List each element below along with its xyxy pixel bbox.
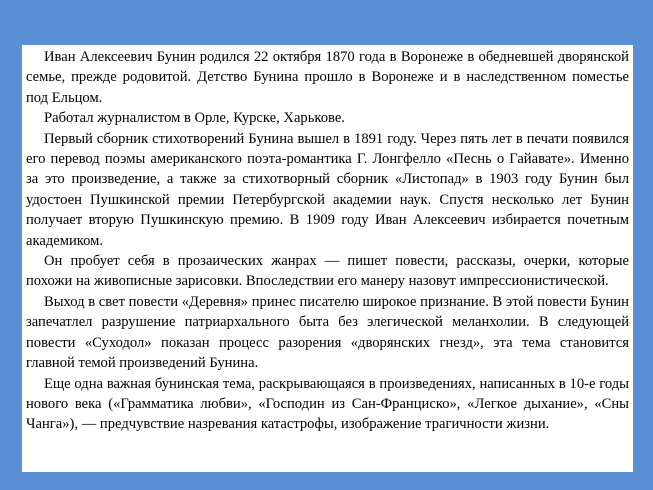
paragraph-themes: Еще одна важная бунинская тема, раскрывающаяся в произведениях, написанных в 10-е годы нового века («Грамматика любви», «Господин из Сан-Франциско», «Легкое дыхание», «Сны Чанга»), — предчувствие назревания катастрофы, изображение трагичности жизни. <box>26 375 629 433</box>
text-block <box>22 45 633 472</box>
paragraph-journalism: Работал журналистом в Орле, Курске, Харькове. <box>44 110 345 127</box>
paragraph-village: Выход в свет повести «Деревня» принес писателю широкое признание. В этой повести Бунин запечатлел разрушение патриархального быта без элегической меланхолии. В следующей повести «Суходол» показан процесс разорения «дворянских гнезд», эта тема становится главной темой произведений Бунина. <box>26 293 629 372</box>
paragraph-prose: Он пробует себя в прозаических жанрах — пишет повести, рассказы, очерки, которые похожи на живописные зарисовки. Впоследствии его манеру назовут импрессионистической. <box>26 253 629 290</box>
paragraph-birth: Иван Алексеевич Бунин родился 22 октября 1870 года в Воронеже в обедневшей дворянской семье, прежде родовитой. Детство Бунина прошло в Воронеже и в наследственном поместье под Ельцом. <box>26 49 629 106</box>
paragraph-poetry: Первый сборник стихотворений Бунина вышел в 1891 году. Через пять лет в печати появился его перевод поэмы американского поэта-романтика Г. Лонгфелло «Песнь о Гайавате». Именно за это произведение, а также за стихотворный сборник «Листопад» в 1903 году Бунин был удостоен Пушкинской премии Петербургской академии наук. Спустя несколько лет Бунин получает вторую Пушкинскую премию. В 1909 году Иван Алексеевич избирается почетным академиком. <box>26 130 629 249</box>
